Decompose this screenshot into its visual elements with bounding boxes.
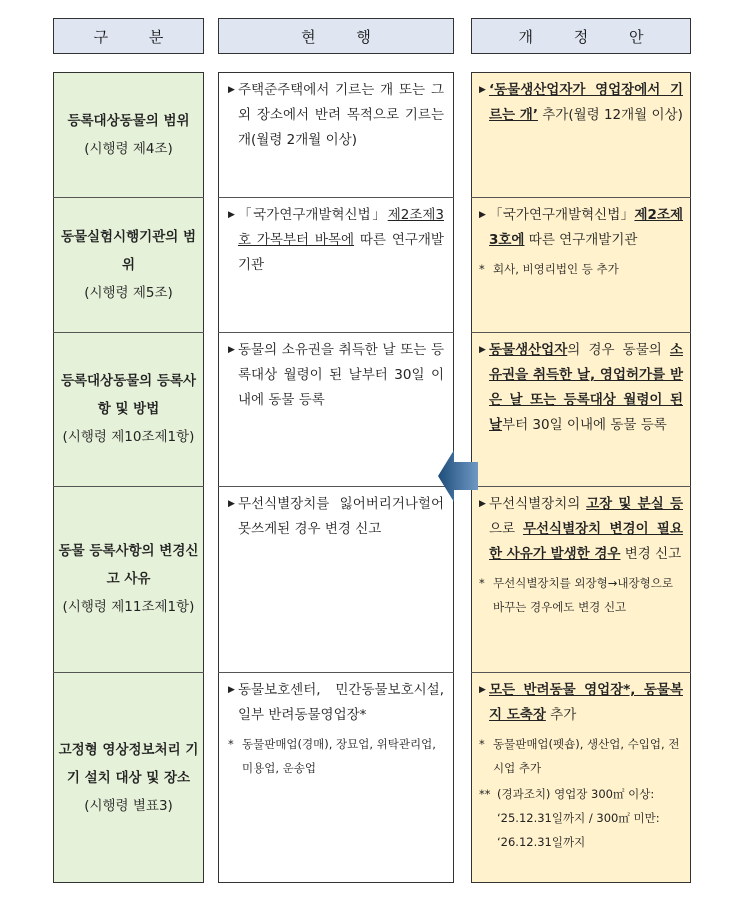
row4-category-title: 동물 등록사항의 변경신고 사유	[58, 543, 199, 587]
row3-revised	[471, 332, 691, 438]
row4-revised-text2: 으로	[489, 521, 523, 537]
triangle-right-icon: ▶	[228, 85, 235, 95]
row5-current-text: 동물보호센터, 민간동물보호시설, 일부 반려동물영업장*	[238, 682, 444, 723]
triangle-right-icon: ▶	[479, 345, 486, 355]
row5-current	[218, 672, 454, 780]
row2-revised-underlined: 제2조제3호에	[489, 207, 683, 248]
row5-note-mark: *	[479, 737, 485, 751]
row5-revised-text: 추가	[545, 707, 577, 723]
row3-revised-underlined2: 소유권을 취득한 날, 영업허가를 받은 날 또는 등록대상 월령이 된 날	[489, 342, 683, 433]
row2-note: 회사, 비영리법인 등 추가	[493, 262, 619, 276]
row1-revised	[471, 72, 691, 128]
row5-current-note-mark: *	[228, 737, 234, 751]
row4-note: 무선식별장치를 외장형→내장형으로 바꾸는 경우에도 변경 신고	[493, 576, 673, 614]
row1-current-text: 주택준주택에서 기르는 개 또는 그 외 장소에서 반려 목적으로 기르는 개(월령 2개월 이상)	[238, 82, 444, 148]
row4-category-law: (시행령 제11조제1항)	[62, 599, 195, 615]
row4-current-text: 무선식별장치를 잃어버리거나헐어못쓰게된 경우 변경 신고	[238, 496, 444, 537]
row2-current-text2: 따른 연구개발기관	[238, 232, 444, 273]
triangle-right-icon: ▶	[479, 210, 486, 220]
row2-current-underlined: 제2조제3호 가목부터 바목에	[238, 207, 444, 248]
row5-note2-mark: **	[479, 787, 491, 801]
row5-current-note: 동물판매업(경매), 장묘업, 위탁관리업, 미용업, 운송업	[242, 737, 436, 775]
row2-category	[53, 197, 204, 332]
triangle-right-icon: ▶	[228, 345, 235, 355]
row2-category-law: (시행령 제5조)	[84, 284, 173, 301]
row5-revised-underlined: 모든 반려동물 영업장*, 동물복지 도축장	[489, 682, 683, 723]
row3-category-law: (시행령 제10조제1항)	[62, 429, 195, 445]
triangle-right-icon: ▶	[228, 210, 235, 220]
triangle-right-icon: ▶	[479, 85, 486, 95]
row2-current	[218, 197, 454, 278]
row5-note2: (경과조치) 영업장 300㎡ 이상: ‘25.12.31일까지 / 300㎡ 미만: ‘26.12.31일까지	[497, 787, 660, 849]
row4-revised-text3: 변경 신고	[620, 546, 682, 562]
header-current: 현 행	[218, 18, 454, 54]
row5-note: 동물판매업(펫숍), 생산업, 수입업, 전시업 추가	[493, 737, 680, 775]
row3-category	[53, 332, 204, 486]
row1-category	[53, 72, 204, 197]
row4-revised	[471, 486, 691, 619]
row3-category-title: 등록대상동물의 등록사항 및 방법	[60, 373, 197, 417]
row2-category-title: 동물실험시행기관의 범위	[60, 228, 197, 273]
row4-note-mark: *	[479, 576, 485, 590]
row3-revised-text2: 부터 30일 이내에 동물 등록	[502, 417, 667, 433]
row4-revised-underlined2: 무선식별장치 변경이 필요한 사유가 발생한 경우	[489, 521, 683, 562]
row2-revised-text2: 따른 연구개발기관	[524, 232, 638, 248]
triangle-right-icon: ▶	[228, 499, 235, 509]
row4-revised-text1: 무선식별장치의	[489, 496, 587, 512]
arrow-left-icon	[438, 446, 478, 506]
triangle-right-icon: ▶	[479, 685, 486, 695]
row1-category-title: 등록대상동물의 범위	[67, 112, 190, 129]
row1-category-law: (시행령 제4조)	[84, 140, 173, 157]
row2-note-mark: *	[479, 262, 485, 276]
row5-category-title: 고정형 영상정보처리 기기 설치 대상 및 장소	[58, 741, 199, 786]
row3-current-text: 동물의 소유권을 취득한 날 또는 등록대상 월령이 된 날부터 30일 이내에 동물 등록	[238, 342, 444, 408]
row2-revised-text1: 「국가연구개발혁신법」	[489, 207, 635, 223]
row1-revised-underlined: ‘동물생산업자가 영업장에서 기르는 개’	[489, 82, 683, 123]
triangle-right-icon: ▶	[228, 685, 235, 695]
row5-category-law: (시행령 별표3)	[84, 797, 173, 814]
row5-category	[53, 672, 204, 883]
row4-revised-underlined1: 고장 및 분실 등	[586, 496, 683, 512]
triangle-right-icon: ▶	[479, 499, 486, 509]
row4-category	[53, 486, 204, 672]
row5-revised	[471, 672, 691, 854]
row4-current	[218, 486, 454, 542]
row1-current	[218, 72, 454, 153]
row3-current	[218, 332, 454, 413]
row2-current-text1: 「국가연구개발혁신법」	[238, 207, 388, 223]
row3-revised-text1: 의 경우 동물의	[567, 342, 670, 358]
row1-revised-text: 추가(월령 12개월 이상)	[537, 107, 683, 123]
header-category: 구 분	[53, 18, 204, 54]
row2-revised	[471, 197, 691, 281]
row3-revised-underlined1: 동물생산업자	[489, 342, 568, 358]
header-revised: 개 정 안	[471, 18, 691, 54]
